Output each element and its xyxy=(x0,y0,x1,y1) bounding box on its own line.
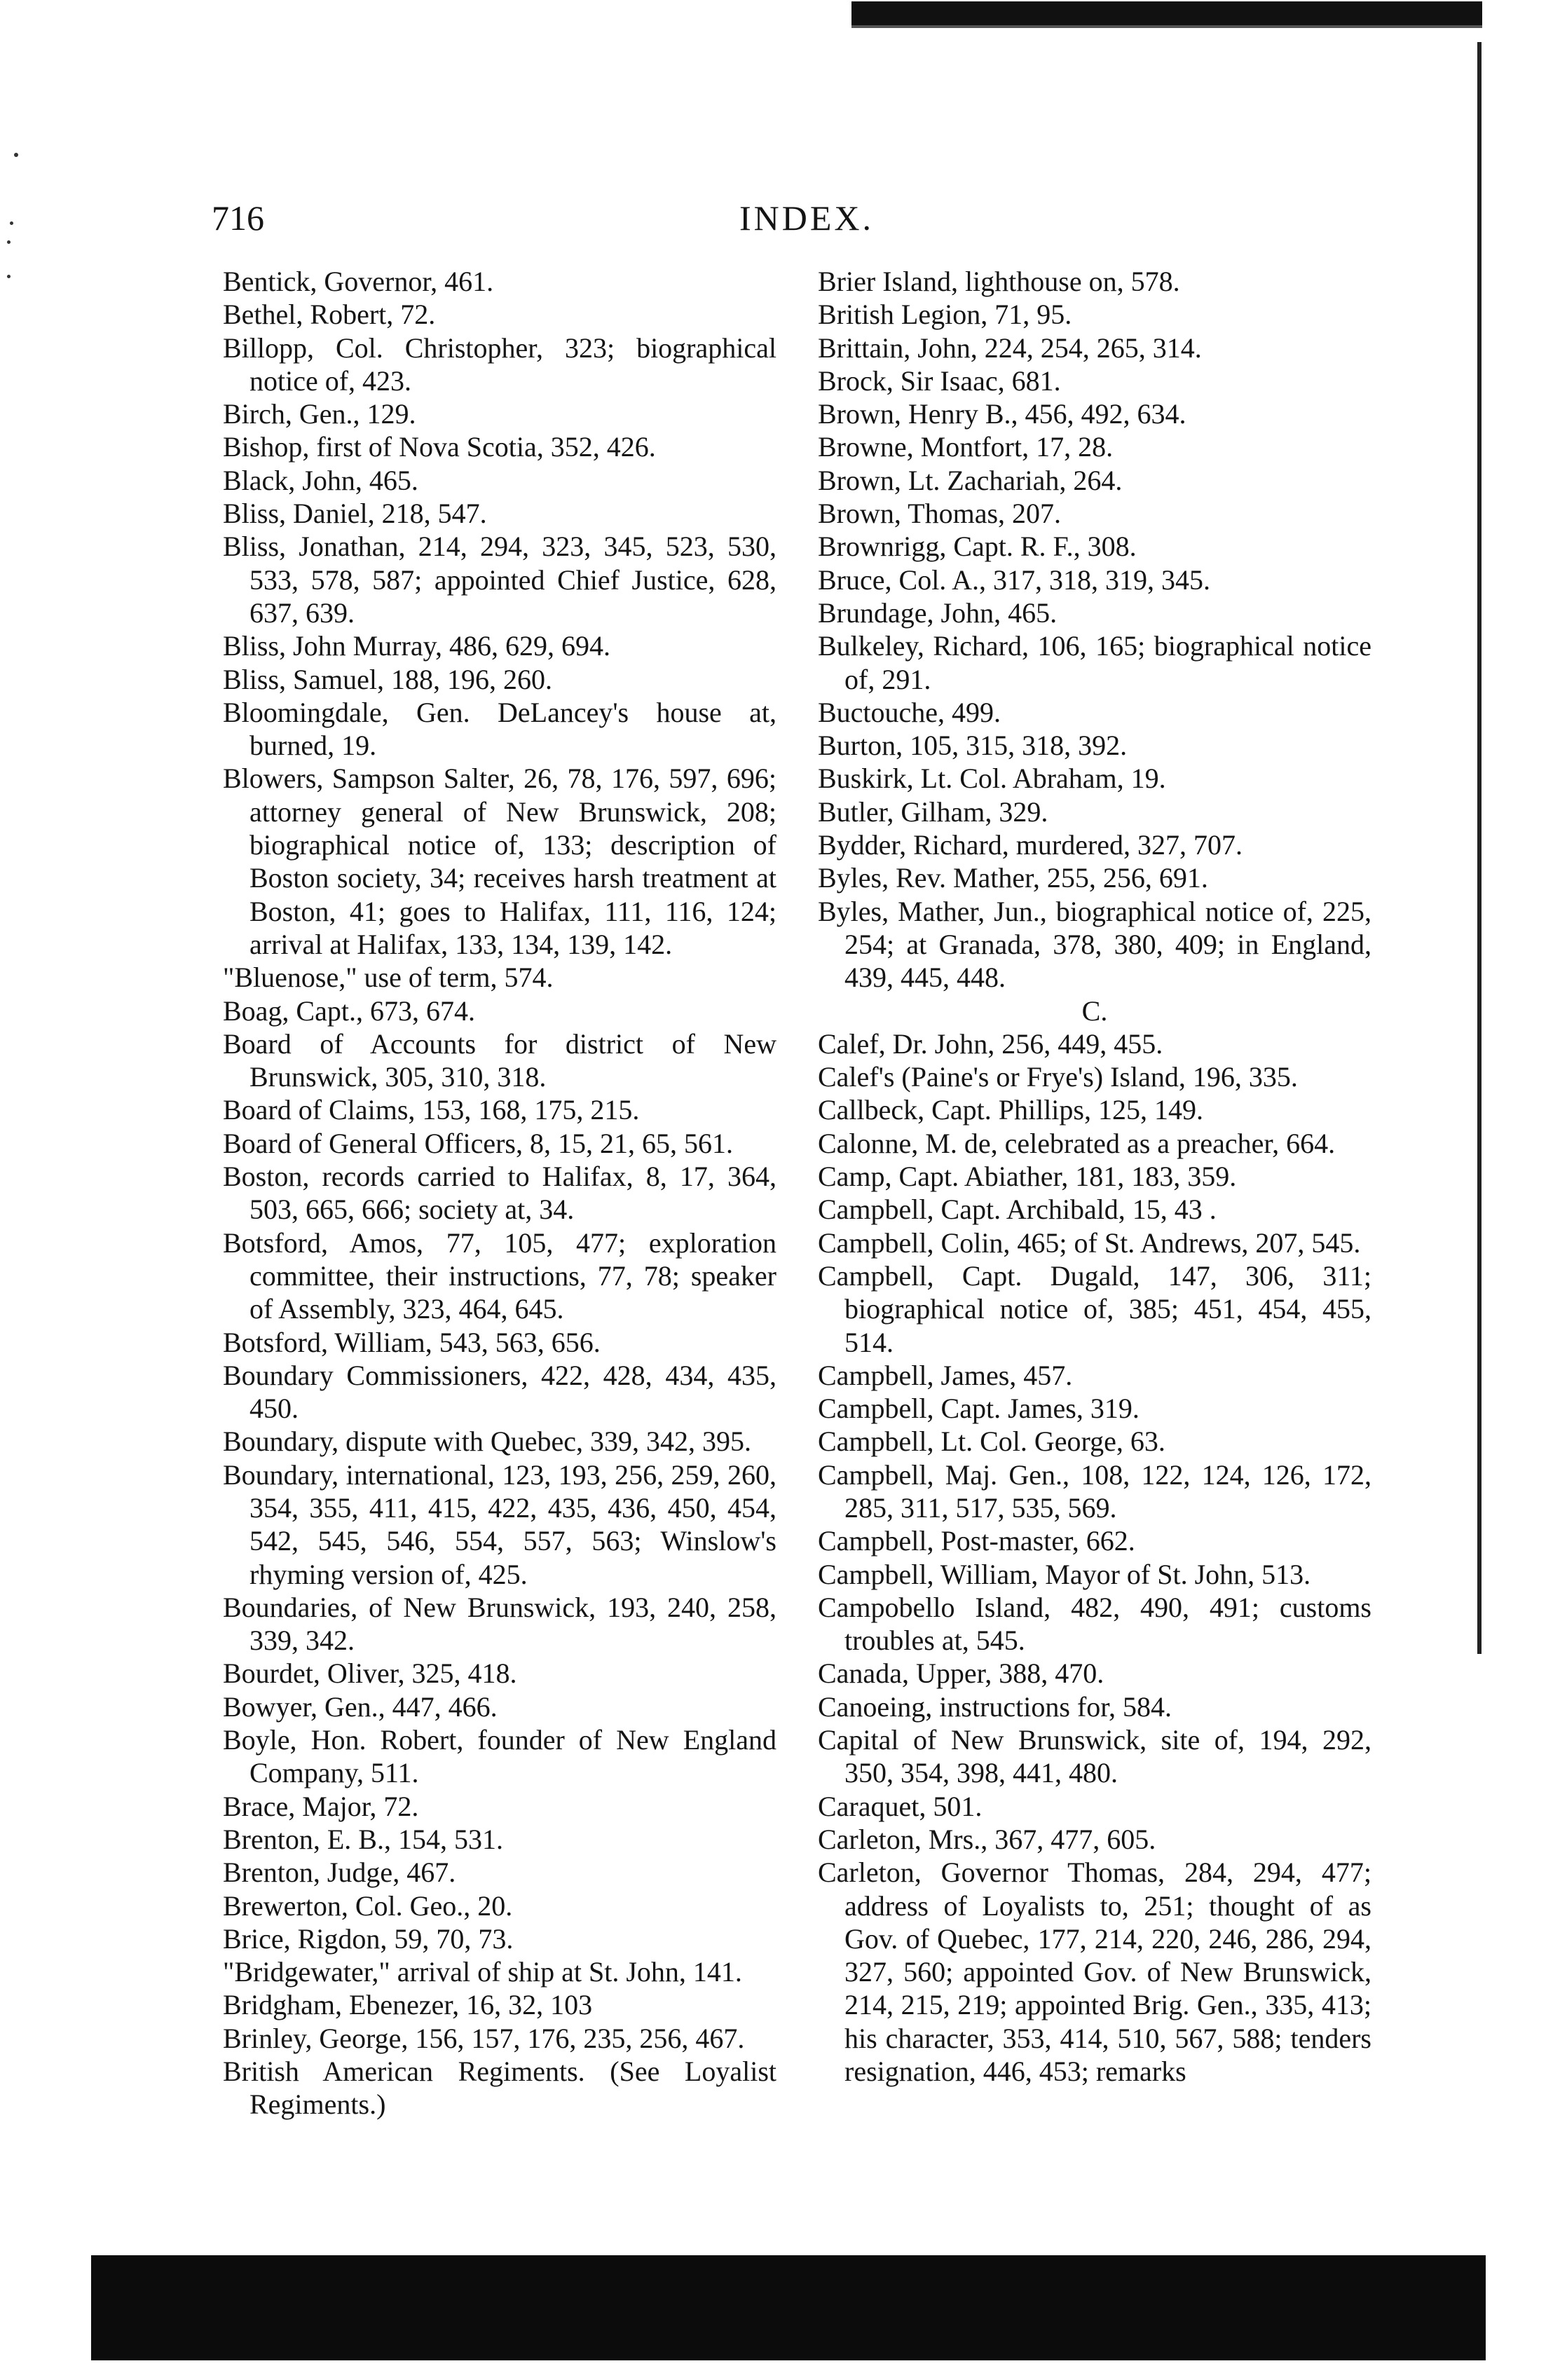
index-entry: Bowyer, Gen., 447, 466. xyxy=(223,1690,498,1723)
index-entry: Brenton, E. B., 154, 531. xyxy=(223,1823,503,1855)
index-entry: Black, John, 465. xyxy=(223,464,418,496)
running-head: INDEX. xyxy=(739,198,875,238)
index-entry: Botsford, Amos, 77, 105, 477; exploration committee, their instructions, 77, 78; speaker of Assembly, 323, 464, 645. xyxy=(223,1226,776,1325)
index-entry: Boundary, dispute with Quebec, 339, 342, 395. xyxy=(223,1425,751,1458)
index-entry: Botsford, William, 543, 563, 656. xyxy=(223,1326,601,1358)
index-entry: Campbell, Lt. Col. George, 63. xyxy=(818,1425,1165,1458)
index-entry: Bruce, Col. A., 317, 318, 319, 345. xyxy=(818,563,1210,596)
index-entry: Canoeing, instructions for, 584. xyxy=(818,1690,1172,1723)
scan-speck xyxy=(10,221,13,225)
index-entry: Bydder, Richard, murdered, 327, 707. xyxy=(818,829,1243,861)
index-entry: Campbell, Colin, 465; of St. Andrews, 207, 545. xyxy=(818,1226,1361,1259)
scan-speck xyxy=(7,275,11,278)
index-entry: Brice, Rigdon, 59, 70, 73. xyxy=(223,1922,514,1955)
index-entry: Browne, Montfort, 17, 28. xyxy=(818,431,1114,463)
index-entry: Brace, Major, 72. xyxy=(223,1790,419,1822)
index-entry: Byles, Mather, Jun., biographical notice of, 225, 254; at Granada, 378, 380, 409; in England, 439, 445, 448. xyxy=(818,895,1371,994)
index-column-right xyxy=(818,265,1371,2088)
index-entry: Boundary Commissioners, 422, 428, 434, 435, 450. xyxy=(223,1359,776,1425)
index-entry: Campbell, William, Mayor of St. John, 513. xyxy=(818,1558,1311,1590)
index-entry: Bliss, Daniel, 218, 547. xyxy=(223,498,487,530)
index-entry: Bethel, Robert, 72. xyxy=(223,299,436,331)
index-entry: Brown, Lt. Zachariah, 264. xyxy=(818,464,1123,496)
index-entry: Caraquet, 501. xyxy=(818,1790,983,1822)
index-entry: Byles, Rev. Mather, 255, 256, 691. xyxy=(818,862,1208,894)
index-entry: Blowers, Sampson Salter, 26, 78, 176, 597, 696; attorney general of New Brunswick, 208; biographical notice of, 133; description of Boston society, 34; receives harsh treatment at Boston, 41; goes to Halifax, 111, 116, 124; arrival at Halifax, 133, 134, 139, 142. xyxy=(223,762,776,960)
index-entry: "Bluenose," use of term, 574. xyxy=(223,962,554,994)
index-entry: Burton, 105, 315, 318, 392. xyxy=(818,730,1128,762)
page-number: 716 xyxy=(212,198,264,238)
index-entry: Bourdet, Oliver, 325, 418. xyxy=(223,1657,517,1690)
index-entry: Brittain, John, 224, 254, 265, 314. xyxy=(818,331,1202,364)
index-entry: Brown, Henry B., 456, 492, 634. xyxy=(818,398,1186,430)
index-entry: Camp, Capt. Abiather, 181, 183, 359. xyxy=(818,1161,1237,1193)
index-entry: Brock, Sir Isaac, 681. xyxy=(818,364,1061,397)
index-entry: Butler, Gilham, 329. xyxy=(818,795,1048,828)
scan-speck xyxy=(14,153,18,157)
index-entry: Boundary, international, 123, 193, 256, 259, 260, 354, 355, 411, 415, 422, 435, 436, 450, 454, 542, 545, 546, 554, 557, 563; Winslow's rhyming version of, 425. xyxy=(223,1458,776,1590)
index-entry: Brundage, John, 465. xyxy=(818,596,1058,629)
index-entry: Brenton, Judge, 467. xyxy=(223,1856,456,1889)
index-entry: Campbell, James, 457. xyxy=(818,1359,1073,1391)
index-entry: Boyle, Hon. Robert, founder of New England Company, 511. xyxy=(223,1724,776,1789)
index-entry: Buctouche, 499. xyxy=(818,696,1001,728)
index-entry: Calonne, M. de, celebrated as a preacher, 664. xyxy=(818,1127,1336,1159)
index-entry: Campbell, Post-master, 662. xyxy=(818,1525,1135,1557)
index-entry: Bliss, Jonathan, 214, 294, 323, 345, 523, 530, 533, 578, 587; appointed Chief Justice, 628, 637, 639. xyxy=(223,531,776,629)
index-entry: Bloomingdale, Gen. DeLancey's house at, burned, 19. xyxy=(223,696,776,762)
index-entry: Bentick, Governor, 461. xyxy=(223,266,494,297)
index-entry: Billopp, Col. Christopher, 323; biographical notice of, 423. xyxy=(223,331,776,397)
index-entry: Boston, records carried to Halifax, 8, 17, 364, 503, 665, 666; society at, 34. xyxy=(223,1161,776,1226)
index-entry: Bridgham, Ebenezer, 16, 32, 103 xyxy=(223,1989,593,2021)
index-entry: Boag, Capt., 673, 674. xyxy=(223,994,475,1027)
scan-top-rule-shadow xyxy=(851,25,1482,28)
index-entry: Buskirk, Lt. Col. Abraham, 19. xyxy=(818,762,1166,795)
index-entry: Brown, Thomas, 207. xyxy=(818,498,1062,530)
index-entry: Bulkeley, Richard, 106, 165; biographical notice of, 291. xyxy=(818,630,1371,695)
index-column-left xyxy=(223,265,776,2121)
index-entry: Board of Accounts for district of New Brunswick, 305, 310, 318. xyxy=(223,1027,776,1093)
index-entry: Campbell, Capt. James, 319. xyxy=(818,1393,1140,1425)
index-entry: Brier Island, lighthouse on, 578. xyxy=(818,266,1180,297)
index-entry: Calef, Dr. John, 256, 449, 455. xyxy=(818,1027,1163,1060)
section-letter-heading: C. xyxy=(1081,994,1108,1027)
index-entry: Brownrigg, Capt. R. F., 308. xyxy=(818,531,1137,563)
index-entry: British American Regiments. (See Loyalist Regiments.) xyxy=(223,2056,776,2121)
index-entry: Bishop, first of Nova Scotia, 352, 426. xyxy=(223,431,656,463)
index-entry: Campobello Island, 482, 490, 491; customs troubles at, 545. xyxy=(818,1591,1371,1657)
index-entry: "Bridgewater," arrival of ship at St. John, 141. xyxy=(223,1956,742,1988)
index-entry: Capital of New Brunswick, site of, 194, 292, 350, 354, 398, 441, 480. xyxy=(818,1724,1371,1789)
index-entry: Boundaries, of New Brunswick, 193, 240, 258, 339, 342. xyxy=(223,1591,776,1657)
index-entry: Carleton, Mrs., 367, 477, 605. xyxy=(818,1823,1156,1855)
index-entry: Board of Claims, 153, 168, 175, 215. xyxy=(223,1094,640,1126)
scan-right-edge xyxy=(1477,42,1482,1654)
index-entry: Calef's (Paine's or Frye's) Island, 196, 335. xyxy=(818,1061,1298,1093)
index-entry: Bliss, John Murray, 486, 629, 694. xyxy=(223,630,610,662)
index-entry: Campbell, Maj. Gen., 108, 122, 124, 126, 172, 285, 311, 517, 535, 569. xyxy=(818,1458,1371,1524)
scan-speck xyxy=(7,240,11,244)
index-entry: Canada, Upper, 388, 470. xyxy=(818,1657,1104,1690)
index-entry: Board of General Officers, 8, 15, 21, 65, 561. xyxy=(223,1127,733,1159)
index-entry: Birch, Gen., 129. xyxy=(223,398,416,430)
scan-bottom-bar xyxy=(91,2255,1486,2360)
index-entry: Brewerton, Col. Geo., 20. xyxy=(223,1889,513,1922)
index-entry: British Legion, 71, 95. xyxy=(818,299,1072,331)
scan-top-rule xyxy=(851,1,1482,25)
index-entry: Brinley, George, 156, 157, 176, 235, 256, 467. xyxy=(223,2022,745,2054)
index-entry: Callbeck, Capt. Phillips, 125, 149. xyxy=(818,1094,1203,1126)
index-entry: Carleton, Governor Thomas, 284, 294, 477; address of Loyalists to, 251; thought of as Gov. of Quebec, 177, 214, 220, 246, 286, 294, 327, 560; appointed Gov. of New Brunswick, 214, 215, 219; appointed Brig. Gen., 335, 413; his character, 353, 414, 510, 567, 588; tenders resignation, 446, 453; remarks xyxy=(818,1856,1371,2088)
index-entry: Campbell, Capt. Archibald, 15, 43 . xyxy=(818,1194,1217,1226)
index-entry: Bliss, Samuel, 188, 196, 260. xyxy=(223,663,553,695)
index-entry: Campbell, Capt. Dugald, 147, 306, 311; biographical notice of, 385; 451, 454, 455, 514. xyxy=(818,1259,1371,1358)
